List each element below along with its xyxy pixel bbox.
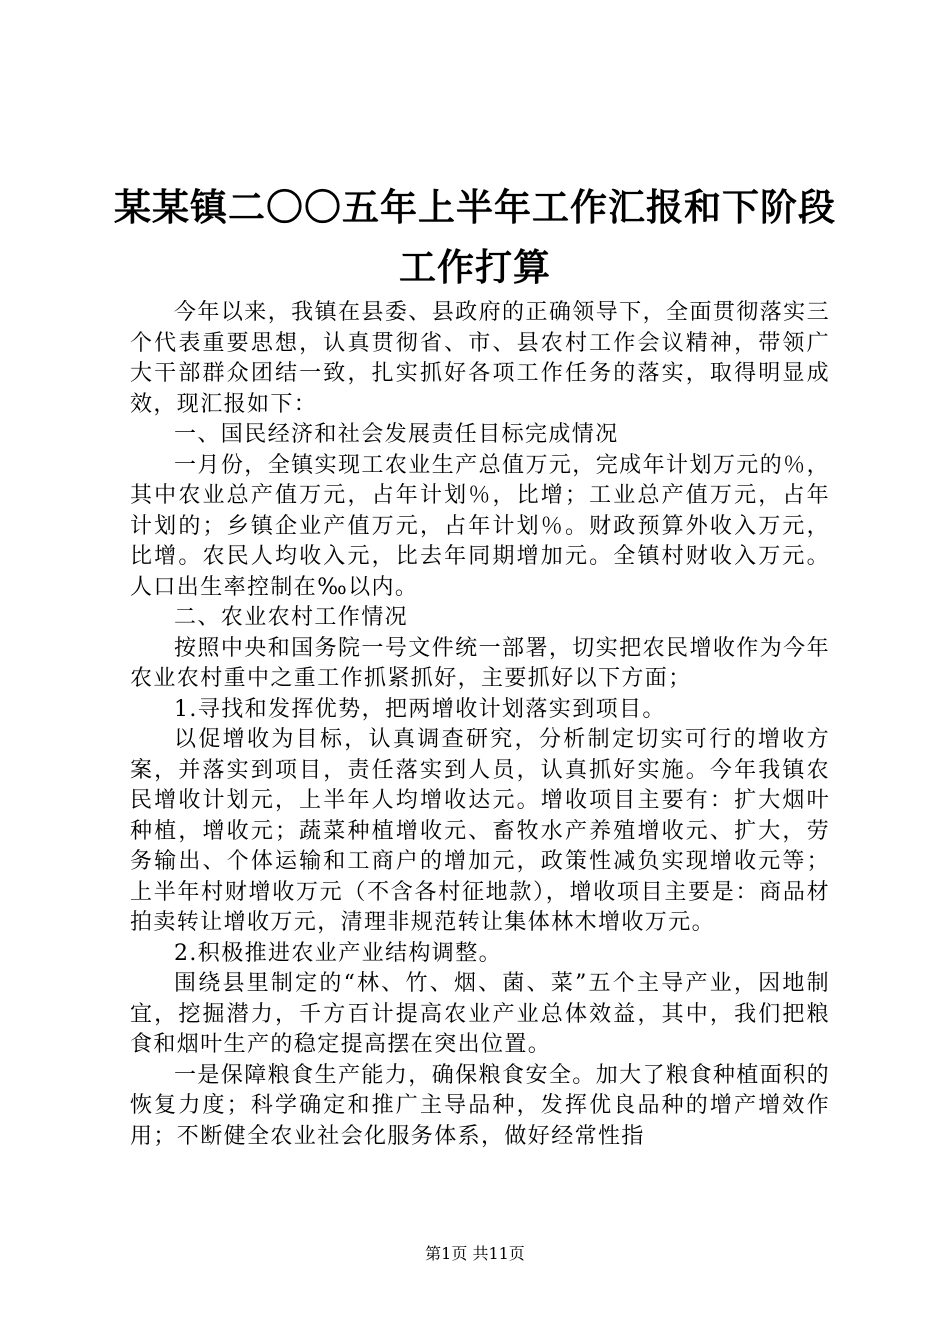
paragraph-grain-security: 一是保障粮食生产能力，确保粮食安全。加大了粮食种植面积的恢复力度；科学确定和推广主导品种，发挥优良品种的增产增效作用；不断健全农业社会化服务体系，做好经常性指 <box>130 1062 830 1149</box>
paragraph-industry-structure: 围绕县里制定的“林、竹、烟、菌、菜”五个主导产业，因地制宜，挖掘潜力，千方百计提高农业产业总体效益，其中，我们把粮食和烟叶生产的稳定提高摆在突出位置。 <box>130 971 830 1057</box>
paragraph-economy-figures: 一月份，全镇实现工农业生产总值万元，完成年计划万元的％，其中农业总产值万元，占年计划％，比增；工业总产值万元，占年计划的；乡镇企业产值万元，占年计划％。财政预算外收入万元，比增。农民人均收入元，比去年同期增加元。全镇村财收入万元。人口出生率控制在‰以内。 <box>130 452 830 600</box>
page-footer: 第1页 共11页 <box>425 1244 525 1263</box>
paragraph-income-plan: 以促增收为目标，认真调查研究，分析制定切实可行的增收方案，并落实到项目，责任落实到人员，认真抓好实施。今年我镇农民增收计划元，上半年人均增收达元。增收项目主要有：扩大烟叶种植，增收元；蔬菜种植增收元、畜牧水产养殖增收元、扩大，劳务输出、个体运输和工商户的增加元，政策性减负实现增收元等；上半年村财增收万元（不含各村征地款），增收项目主要是：商品材拍卖转让增收万元，清理非规范转让集体林木增收万元。 <box>130 727 830 935</box>
subheading-1: 1.寻找和发挥优势，把两增收计划落实到项目。 <box>174 696 666 722</box>
document-title: 某某镇二〇〇五年上半年工作汇报和下阶段工作打算 <box>114 186 836 289</box>
paragraph-agriculture-intro: 按照中央和国务院一号文件统一部署，切实把农民增收作为今年农业农村重中之重工作抓紧抓好，主要抓好以下方面； <box>130 635 830 691</box>
document-body <box>130 298 830 1152</box>
section-heading-economy: 一、国民经济和社会发展责任目标完成情况 <box>174 422 619 447</box>
paragraph-intro: 今年以来，我镇在县委、县政府的正确领导下，全面贯彻落实三个代表重要思想，认真贯彻省、市、县农村工作会议精神，带领广大干部群众团结一致，扎实抓好各项工作任务的落实，取得明显成效，现汇报如下： <box>130 300 830 417</box>
subheading-2: 2.积极推进农业产业结构调整。 <box>174 940 502 966</box>
section-heading-agriculture: 二、农业农村工作情况 <box>174 605 409 630</box>
